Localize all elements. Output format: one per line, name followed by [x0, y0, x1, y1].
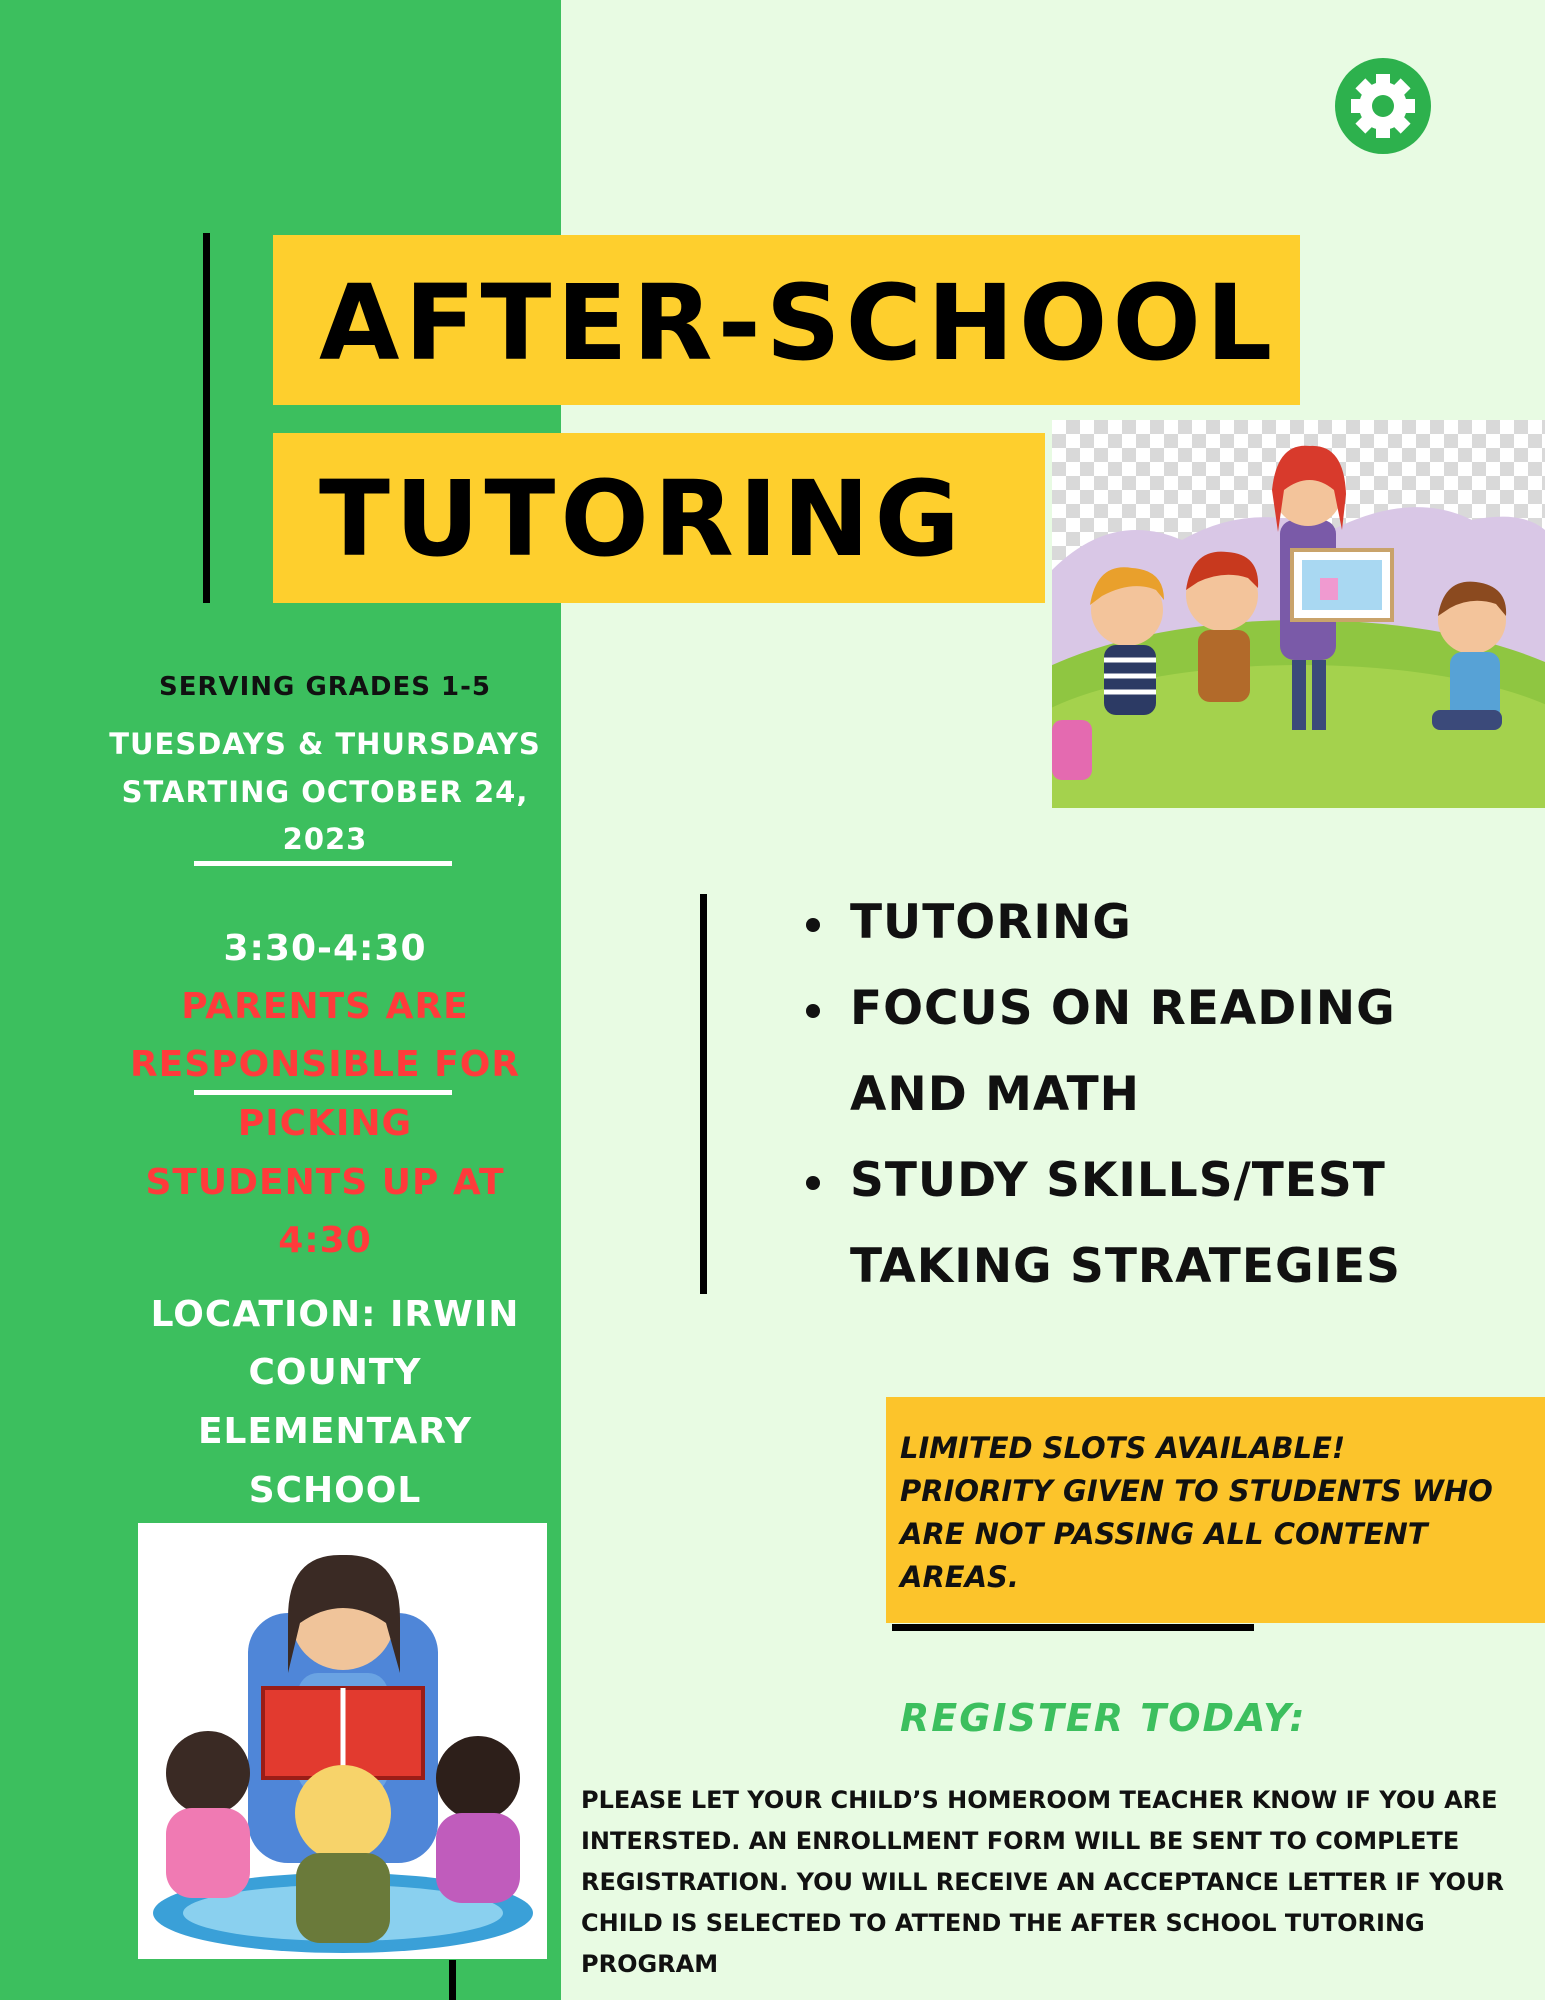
register-line: REGISTRATION. YOU WILL RECEIVE AN ACCEPTANCE LETTER IF YOUR [581, 1868, 1504, 1896]
pickup-line-5: 4:30 [278, 1220, 372, 1261]
register-line: INTERSTED. AN ENROLLMENT FORM WILL BE SENT TO COMPLETE [581, 1827, 1460, 1855]
location-line-3: ELEMENTARY [197, 1411, 473, 1452]
location-line-1: LOCATION: IRWIN [150, 1294, 520, 1335]
feature-list [800, 880, 1500, 1310]
days-text: TUESDAYS & THURSDAYS [109, 727, 541, 761]
pickup-line-1: PARENTS ARE [181, 986, 469, 1027]
divider-line [194, 861, 452, 866]
bullets-accent-bar [700, 894, 707, 1294]
limited-slots-notice [886, 1397, 1545, 1623]
notice-text [900, 1427, 1535, 1599]
notice-underline [892, 1624, 1254, 1631]
register-instructions [581, 1780, 1541, 1985]
feature-item-text: TUTORING [850, 895, 1132, 950]
start-date-text: STARTING OCTOBER 24, [121, 775, 529, 809]
pickup-line-2: RESPONSIBLE FOR [129, 1044, 521, 1085]
feature-item-text: FOCUS ON READING [850, 981, 1396, 1036]
title-line1: AFTER-SCHOOL [319, 262, 1278, 384]
bottom-accent-bar [449, 1960, 456, 2000]
reading-teacher-illustration [138, 1523, 547, 1959]
location-line-4: SCHOOL [248, 1470, 422, 1511]
notice-line: PRIORITY GIVEN TO STUDENTS WHO [900, 1474, 1493, 1508]
feature-item-text: AND MATH [850, 1067, 1140, 1122]
feature-item-text: STUDY SKILLS/TEST [850, 1153, 1386, 1208]
feature-item [800, 880, 1500, 966]
feature-item [800, 1138, 1500, 1310]
divider-line [194, 1090, 452, 1095]
notice-line: ARE NOT PASSING ALL CONTENT [900, 1517, 1428, 1551]
pickup-line-4: STUDENTS UP AT [145, 1162, 505, 1203]
title-line1-box [273, 235, 1300, 405]
title-line2: TUTORING [319, 458, 965, 580]
feature-item-text: TAKING STRATEGIES [850, 1239, 1401, 1294]
grades-text: SERVING GRADES 1-5 [158, 672, 492, 702]
register-line: CHILD IS SELECTED TO ATTEND THE AFTER SCHOOL TUTORING PROGRAM [581, 1909, 1425, 1978]
year-text: 2023 [282, 822, 368, 856]
title-accent-bar [203, 233, 210, 603]
time-text: 3:30-4:30 [223, 928, 427, 969]
title-line2-box [273, 433, 1045, 603]
register-heading: REGISTER TODAY: [900, 1696, 1307, 1740]
notice-line: AREAS. [900, 1560, 1019, 1594]
register-line: PLEASE LET YOUR CHILD’S HOMEROOM TEACHER KNOW IF YOU ARE [581, 1786, 1498, 1814]
feature-item [800, 966, 1500, 1138]
pickup-line-3: PICKING [237, 1103, 413, 1144]
location-line-2: COUNTY [248, 1352, 422, 1393]
notice-line: LIMITED SLOTS AVAILABLE! [900, 1431, 1346, 1465]
gear-icon [1333, 56, 1433, 156]
story-time-illustration [1052, 420, 1545, 808]
